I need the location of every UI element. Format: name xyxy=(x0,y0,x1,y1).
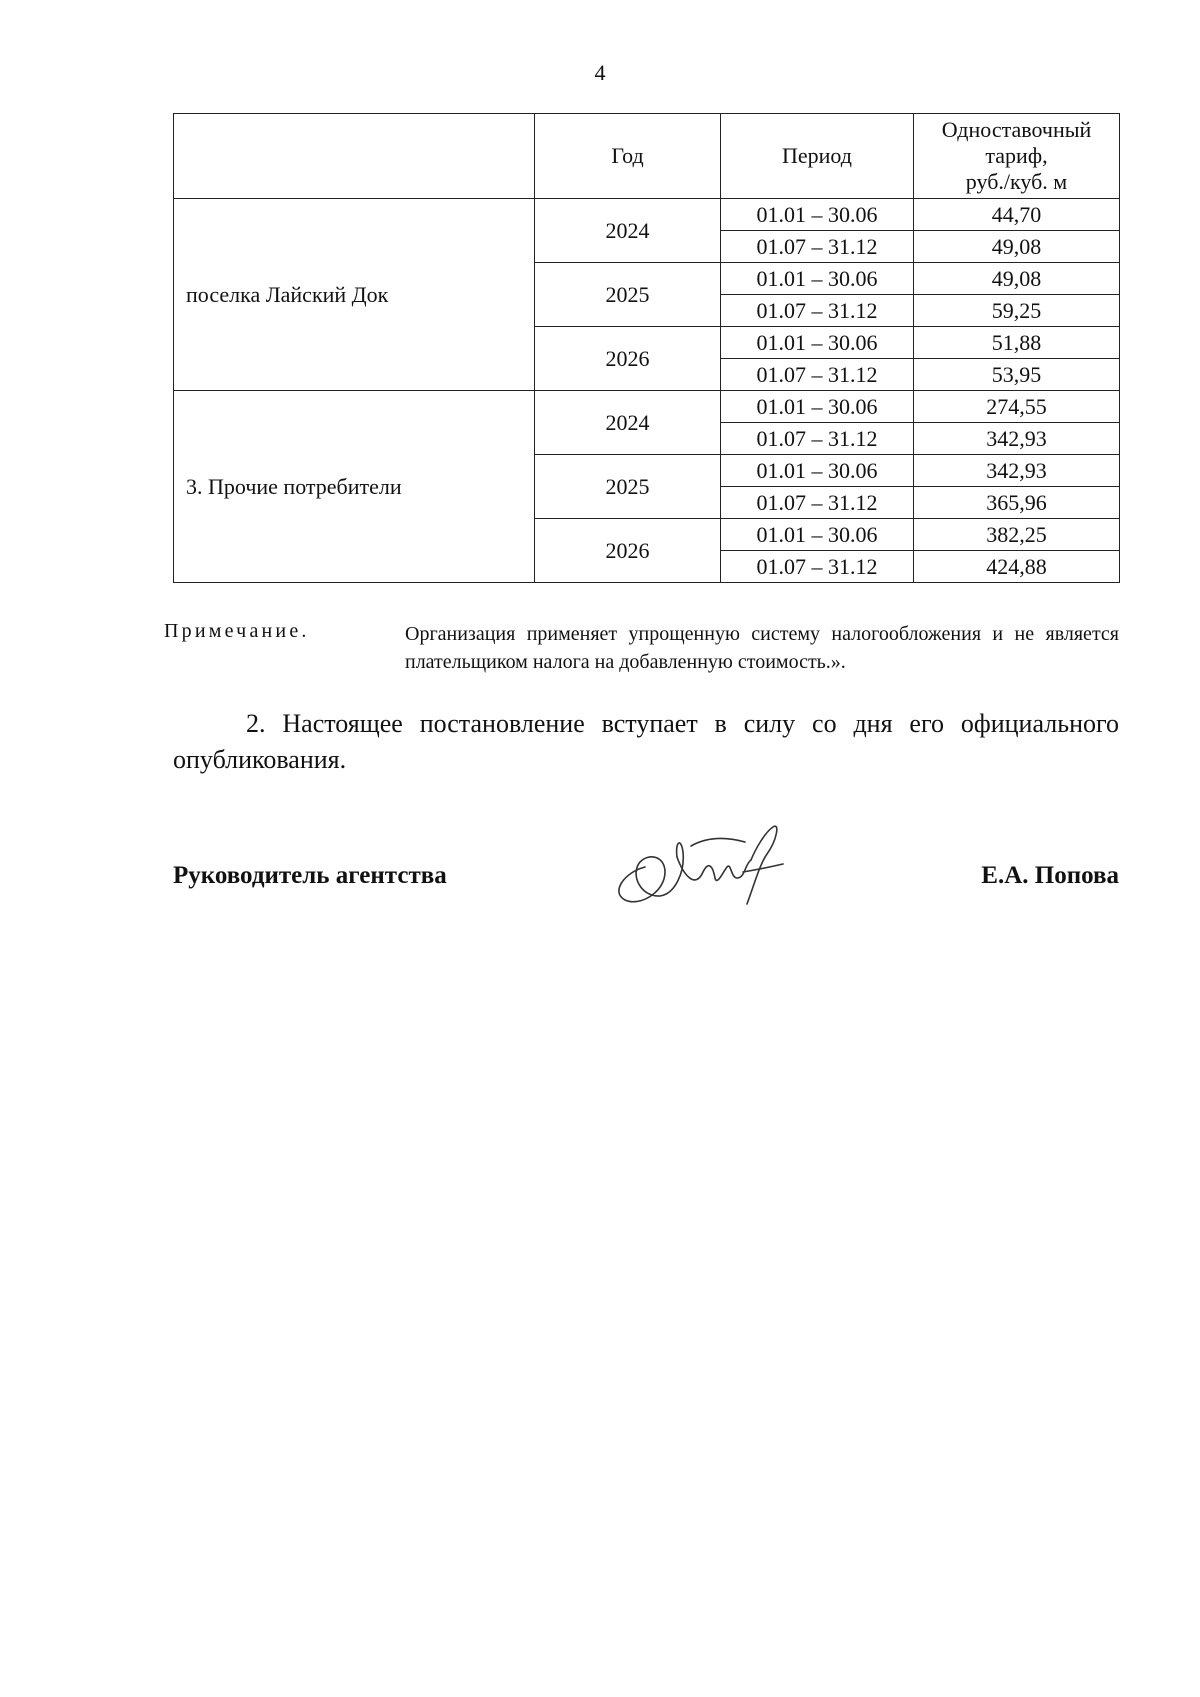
tariff-cell: 382,25 xyxy=(914,519,1120,551)
consumer-cell: поселка Лайский Док xyxy=(174,199,535,391)
tariff-table xyxy=(173,113,1120,583)
header-year: Год xyxy=(535,114,721,199)
clause-text: 2. Настоящее постановление вступает в силу со дня его официального опубликования. xyxy=(173,709,1119,774)
header-tariff-line: руб./куб. м xyxy=(965,169,1068,194)
tariff-cell: 53,95 xyxy=(914,359,1120,391)
signatory-position: Руководитель агентства xyxy=(173,862,447,889)
year-cell: 2025 xyxy=(535,263,721,327)
table-header-row xyxy=(174,114,1120,199)
period-cell: 01.01 – 30.06 xyxy=(721,199,914,231)
header-tariff-line: Одноставочный xyxy=(941,117,1092,142)
tariff-cell: 365,96 xyxy=(914,487,1120,519)
handwritten-signature xyxy=(605,812,805,912)
tariff-cell: 59,25 xyxy=(914,295,1120,327)
period-cell: 01.01 – 30.06 xyxy=(721,519,914,551)
year-cell: 2026 xyxy=(535,327,721,391)
tariff-cell: 274,55 xyxy=(914,391,1120,423)
year-cell: 2025 xyxy=(535,455,721,519)
tariff-cell: 49,08 xyxy=(914,231,1120,263)
tariff-cell: 424,88 xyxy=(914,551,1120,583)
tariff-cell: 44,70 xyxy=(914,199,1120,231)
year-cell: 2024 xyxy=(535,199,721,263)
period-cell: 01.07 – 31.12 xyxy=(721,551,914,583)
note-text: Организация применяет упрощенную систему налогообложения и не является плательщиком налога на добавленную стоимость.». xyxy=(405,623,1119,673)
period-cell: 01.07 – 31.12 xyxy=(721,231,914,263)
tariff-cell: 49,08 xyxy=(914,263,1120,295)
tariff-cell: 342,93 xyxy=(914,423,1120,455)
consumer-cell: 3. Прочие потребители xyxy=(174,391,535,583)
period-cell: 01.01 – 30.06 xyxy=(721,263,914,295)
period-cell: 01.07 – 31.12 xyxy=(721,295,914,327)
period-cell: 01.07 – 31.12 xyxy=(721,359,914,391)
note-label: Примечание. xyxy=(164,620,310,642)
header-period: Период xyxy=(721,114,914,199)
period-cell: 01.07 – 31.12 xyxy=(721,487,914,519)
period-cell: 01.01 – 30.06 xyxy=(721,327,914,359)
signatory-name: Е.А. Попова xyxy=(981,862,1119,889)
tariff-cell: 51,88 xyxy=(914,327,1120,359)
period-cell: 01.01 – 30.06 xyxy=(721,455,914,487)
period-cell: 01.01 – 30.06 xyxy=(721,391,914,423)
table-row xyxy=(174,391,1120,423)
header-tariff-line: тариф, xyxy=(985,143,1048,168)
table-row xyxy=(174,199,1120,231)
year-cell: 2024 xyxy=(535,391,721,455)
period-cell: 01.07 – 31.12 xyxy=(721,423,914,455)
tariff-cell: 342,93 xyxy=(914,455,1120,487)
header-tariff xyxy=(914,114,1120,199)
header-consumer xyxy=(174,114,535,199)
page-number: 4 xyxy=(594,60,606,85)
year-cell: 2026 xyxy=(535,519,721,583)
